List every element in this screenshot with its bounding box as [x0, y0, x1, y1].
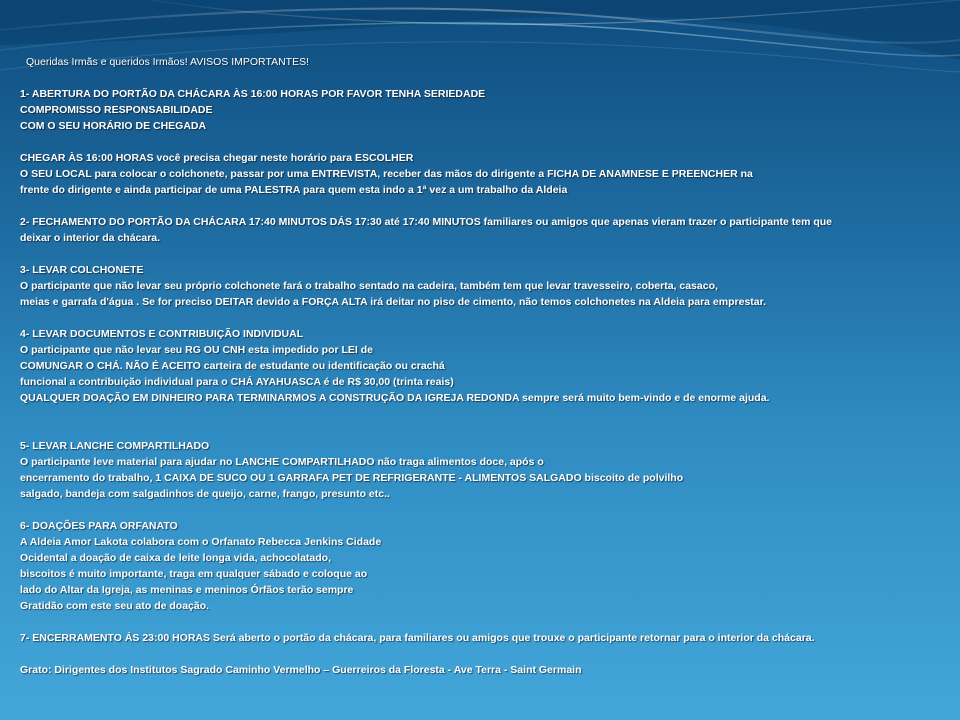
spacer	[20, 310, 945, 326]
section-4-text: QUALQUER DOAÇÃO EM DINHEIRO PARA TERMINARMOS A CONSTRUÇÃO DA IGREJA REDONDA sempre será muito bem-vindo e de enorme ajuda.	[20, 392, 770, 404]
spacer	[20, 198, 945, 214]
spacer	[20, 406, 945, 422]
section-6-heading: 6- DOAÇÕES PARA ORFANATO	[20, 520, 178, 532]
section-1-text: CHEGAR ÀS 16:00 HORAS você precisa chegar neste horário para ESCOLHER	[20, 152, 414, 164]
signature-footer: Grato: Dirigentes dos Institutos Sagrado Caminho Vermelho – Guerreiros da Floresta - Ave Terra - Saint Germain	[20, 664, 582, 676]
section-6-text: A Aldeia Amor Lakota colabora com o Orfanato Rebecca Jenkins Cidade	[20, 536, 382, 548]
section-6-text: Ocidental a doação de caixa de leite longa vida, achocolatado,	[20, 552, 332, 564]
section-1-text: COMPROMISSO RESPONSABILIDADE	[20, 104, 213, 116]
spacer	[20, 134, 945, 150]
spacer	[20, 614, 945, 630]
section-4-text: O participante que não levar seu RG OU CNH esta impedido por LEI de	[20, 344, 373, 356]
section-6-text: biscoitos é muito importante, traga em qualquer sábado e coloque ao	[20, 568, 368, 580]
section-3-heading: 3- LEVAR COLCHONETE	[20, 264, 144, 276]
section-7-heading: 7- ENCERRAMENTO ÁS 23:00 HORAS Será aberto o portão da chácara, para familiares ou amigos que trouxe o participante retornar para o interior da chácara.	[20, 632, 815, 644]
section-4-heading: 4- LEVAR DOCUMENTOS E CONTRIBUIÇÃO INDIVIDUAL	[20, 328, 304, 340]
section-6-text: lado do Altar da Igreja, as meninas e meninos Órfãos terão sempre	[20, 584, 354, 596]
section-6-text: Gratidão com este seu ato de doação.	[20, 600, 210, 612]
section-1-text: frente do dirigente e ainda participar de uma PALESTRA para quem esta indo a 1ª vez a um trabalho da Aldeia	[20, 184, 568, 196]
notice-content	[20, 54, 945, 678]
section-5-text: salgado, bandeja com salgadinhos de queijo, carne, frango, presunto etc..	[20, 488, 390, 500]
section-5-text: O participante leve material para ajudar no LANCHE COMPARTILHADO não traga alimentos doce, após o	[20, 456, 544, 468]
notice-header: Queridas Irmãs e queridos Irmãos! AVISOS IMPORTANTES!	[26, 56, 310, 68]
section-3-text: meias e garrafa d'água . Se for preciso DEITAR devido a FORÇA ALTA irá deitar no piso de cimento, não temos colchonetes na Aldeia para emprestar.	[20, 296, 767, 308]
spacer	[20, 70, 945, 86]
section-1-text: O SEU LOCAL para colocar o colchonete, passar por uma ENTREVISTA, receber das mãos do dirigente a FICHA DE ANAMNESE E PREENCHER na	[20, 168, 753, 180]
spacer	[20, 502, 945, 518]
section-5-heading: 5- LEVAR LANCHE COMPARTILHADO	[20, 440, 210, 452]
section-2-text: deixar o interior da chácara.	[20, 232, 161, 244]
spacer	[20, 646, 945, 662]
section-5-text: encerramento do trabalho, 1 CAIXA DE SUCO OU 1 GARRAFA PET DE REFRIGERANTE - ALIMENTOS SALGADO biscoito de polvilho	[20, 472, 684, 484]
spacer	[20, 422, 945, 438]
spacer	[20, 246, 945, 262]
section-4-text: funcional a contribuição individual para o CHÁ AYAHUASCA é de R$ 30,00 (trinta reais)	[20, 376, 454, 388]
section-4-text: COMUNGAR O CHÁ. NÃO É ACEITO carteira de estudante ou identificação ou crachá	[20, 360, 445, 372]
section-1-text: COM O SEU HORÁRIO DE CHEGADA	[20, 120, 207, 132]
section-1-heading: 1- ABERTURA DO PORTÃO DA CHÁCARA ÀS 16:00 HORAS POR FAVOR TENHA SERIEDADE	[20, 88, 486, 100]
section-3-text: O participante que não levar seu próprio colchonete fará o trabalho sentado na cadeira, também tem que levar travesseiro, coberta, casaco,	[20, 280, 718, 292]
section-2-heading: 2- FECHAMENTO DO PORTÃO DA CHÁCARA 17:40 MINUTOS DÁS 17:30 até 17:40 MINUTOS familiares ou amigos que apenas vieram trazer o participante tem que	[20, 216, 833, 228]
